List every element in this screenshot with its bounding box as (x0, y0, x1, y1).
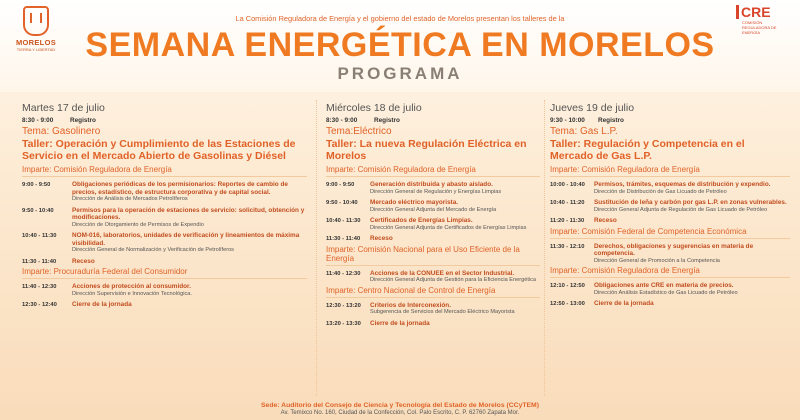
session-row (326, 217, 540, 231)
session-detail: Dirección General de Regulación y Energías Limpias (370, 188, 502, 195)
day-topic: Tema: Gasolinero (22, 126, 101, 137)
session-time: 12:30 - 13:20 (326, 302, 361, 309)
session-title: Cierre de la jornada (370, 319, 430, 327)
session-title: Mercado eléctrico mayorista. (370, 199, 459, 206)
session-time: 11:30 - 11:40 (326, 236, 361, 242)
session-body (72, 301, 307, 309)
session-body (72, 207, 307, 229)
session-title: Cierre de la jornada (594, 300, 654, 307)
session-title: Obligaciones ante CRE en materia de precios. (594, 282, 734, 289)
session-title: Certificados de Energías Limpias. (370, 217, 473, 224)
workshop-title: Taller: Operación y Cumplimiento de las Estaciones de Servicio en el Mercado Abierto de Gasolinas y Diésel (22, 138, 296, 162)
registro-label: Registro (374, 117, 400, 124)
session-time: 10:40 - 11:30 (326, 218, 361, 224)
session-detail: Dirección General Adjunta de Regulación de Gas Licuado de Petróleo (594, 206, 768, 213)
session-body (594, 282, 790, 296)
imparte-heading: Imparte: Comisión Nacional para el Uso Eficiente de la Energía (326, 245, 540, 266)
session-time: 9:00 - 9:50 (22, 182, 51, 188)
cre-logo-name: CRE (741, 4, 771, 20)
session-detail: Dirección General Adjunta del Mercado de Energía (370, 206, 497, 213)
session-row (22, 207, 307, 229)
session-row (22, 301, 307, 309)
day-column (22, 102, 307, 311)
day-date: Miércoles 18 de julio (326, 102, 422, 114)
registro-row (550, 117, 790, 124)
registro-time: 8:30 - 9:00 (22, 117, 54, 124)
session-row (550, 243, 790, 265)
session-row (22, 283, 307, 297)
session-body (72, 258, 307, 266)
session-time: 11:30 - 11:40 (22, 258, 57, 265)
page-subtitle: PROGRAMA (337, 64, 463, 83)
session-row (22, 258, 307, 266)
footer (0, 402, 800, 416)
session-time: 11:40 - 12:30 (326, 270, 361, 277)
session-body (370, 217, 540, 231)
session-title: Cierre de la jornada (72, 301, 132, 308)
session-body (370, 235, 540, 243)
session-body (370, 320, 540, 328)
session-title: Sustitución de leña y carbón por gas L.P. en zonas vulnerables. (594, 199, 787, 206)
morelos-logo-sub: TIERRA Y LIBERTAD (16, 47, 56, 52)
column-divider (316, 100, 317, 396)
registro-label: Registro (598, 117, 624, 124)
imparte-heading: Imparte: Comisión Reguladora de Energía (326, 165, 540, 177)
intro-text: La Comisión Reguladora de Energía y el gobierno del estado de Morelos presentan los talleres de la (235, 14, 565, 23)
session-title: Obligaciones periódicas de los permisionarios: Reportes de cambio de precios, estadístico, de estructura corporativa y de capital social. (72, 181, 288, 196)
session-title: Permisos, trámites, esquemas de distribución y expendio. (594, 181, 771, 188)
session-body (594, 217, 790, 225)
session-row (550, 181, 790, 195)
session-row (550, 300, 790, 308)
session-row (22, 181, 307, 203)
session-time: 12:30 - 12:40 (22, 302, 57, 308)
session-time: 12:10 - 12:50 (550, 283, 585, 289)
imparte-heading: Imparte: Procuraduría Federal del Consumidor (22, 267, 307, 279)
session-row (550, 282, 790, 296)
session-title: NOM-016, laboratorios, unidades de verificación y lineamientos de máxima visibilidad. (72, 232, 300, 247)
session-title: Acciones de protección al consumidor. (72, 283, 191, 290)
session-row (326, 199, 540, 213)
session-row (326, 302, 540, 316)
session-time: 10:40 - 11:20 (550, 200, 585, 206)
session-time: 9:50 - 10:40 (326, 200, 358, 206)
session-title: Acciones de la CONUEE en el Sector Industrial. (370, 269, 515, 277)
day-column (550, 102, 790, 310)
page-title: SEMANA ENERGÉTICA EN MORELOS (85, 26, 715, 64)
session-title: Generación distribuida y abasto aislado. (370, 181, 493, 188)
session-title: Criterios de Interconexión. (370, 301, 451, 309)
session-body (370, 181, 540, 195)
session-row (326, 235, 540, 243)
session-detail: Dirección de Otorgamiento de Permisos de Expendio (72, 221, 204, 228)
registro-row (22, 117, 307, 124)
day-topic: Tema: Gas L.P. (550, 126, 618, 137)
session-body (72, 181, 307, 203)
session-time: 9:50 - 10:40 (22, 207, 54, 214)
registro-label: Registro (70, 117, 96, 124)
workshop-title: Taller: Regulación y Competencia en el Mercado de Gas L.P. (550, 138, 745, 162)
session-body (594, 199, 790, 213)
session-title: Receso (72, 257, 95, 265)
workshop-title: Taller: La nueva Regulación Eléctrica en Morelos (326, 138, 527, 162)
session-body (370, 302, 540, 316)
session-title: Derechos, obligaciones y sugerencias en materia de competencia. (594, 242, 754, 257)
session-body (370, 199, 540, 213)
session-row (326, 270, 540, 284)
session-time: 11:30 - 12:10 (550, 243, 585, 250)
session-time: 9:00 - 9:50 (326, 182, 355, 188)
day-topic: Tema:Eléctrico (326, 126, 392, 137)
session-body (594, 181, 790, 195)
footer-venue: Sede: Auditorio del Consejo de Ciencia y Tecnología del Estado de Morelos (CCyTEM) (261, 402, 539, 409)
session-detail: Dirección de Distribución de Gas Licuado de Petróleo (594, 188, 727, 195)
day-date: Martes 17 de julio (22, 102, 105, 114)
day-column (326, 102, 540, 329)
footer-address: Av. Temixco No. 160, Ciudad de la Confección, Col. Palo Escrito, C. P. 62760 Zapata Mor. (280, 410, 520, 416)
cre-logo-sub: COMISIÓN REGULADORA DE ENERGÍA (742, 20, 777, 35)
session-title: Receso (370, 235, 393, 242)
session-detail: Dirección Supervisión e Innovación Tecnológica. (72, 290, 192, 297)
session-row (550, 199, 790, 213)
imparte-heading: Imparte: Comisión Reguladora de Energía (550, 165, 790, 177)
session-body (594, 300, 790, 308)
session-detail: Dirección Análisis Estadístico de Gas Licuado de Petróleo (594, 289, 738, 296)
session-row (326, 320, 540, 328)
session-title: Receso (594, 217, 617, 224)
session-body (72, 232, 307, 254)
session-time: 10:40 - 11:30 (22, 233, 57, 239)
day-date: Jueves 19 de julio (550, 102, 635, 114)
morelos-logo-name: MORELOS (15, 38, 57, 47)
imparte-heading: Imparte: Centro Nacional de Control de Energía (326, 286, 540, 298)
session-detail: Dirección General de Normalización y Verificación de Petrolíferos (72, 247, 234, 253)
session-row (22, 232, 307, 254)
session-detail: Subgerencia de Servicios del Mercado Eléctrico Mayorista (370, 309, 515, 315)
session-detail: Dirección de Análisis de Mercados Petrolíferos (72, 196, 188, 202)
imparte-heading: Imparte: Comisión Reguladora de Energía (22, 165, 307, 177)
column-divider (544, 100, 545, 396)
session-title: Permisos para la operación de estaciones de servicio: solicitud, obtención y modificaciones. (72, 206, 305, 221)
registro-time: 9:30 - 10:00 (550, 117, 585, 124)
session-body (594, 243, 790, 265)
session-time: 11:20 - 11:30 (550, 218, 585, 224)
session-time: 13:20 - 13:30 (326, 320, 361, 327)
session-row (550, 217, 790, 225)
session-detail: Dirección General Adjunta de Gestión para la Eficiencia Energética (370, 277, 537, 283)
session-body (72, 283, 307, 297)
imparte-heading: Imparte: Comisión Federal de Competencia Económica (550, 227, 790, 239)
registro-row (326, 117, 540, 124)
session-detail: Dirección General Adjunta de Certificados de Energías Limpias (370, 224, 527, 231)
session-time: 11:40 - 12:30 (22, 284, 57, 290)
registro-time: 8:30 - 9:00 (326, 117, 358, 124)
session-detail: Dirección General de Promoción a la Competencia (594, 257, 720, 264)
session-time: 12:50 - 13:00 (550, 301, 585, 307)
session-body (370, 270, 540, 284)
session-time: 10:00 - 10:40 (550, 182, 585, 188)
imparte-heading: Imparte: Comisión Reguladora de Energía (550, 266, 790, 278)
session-row (326, 181, 540, 195)
